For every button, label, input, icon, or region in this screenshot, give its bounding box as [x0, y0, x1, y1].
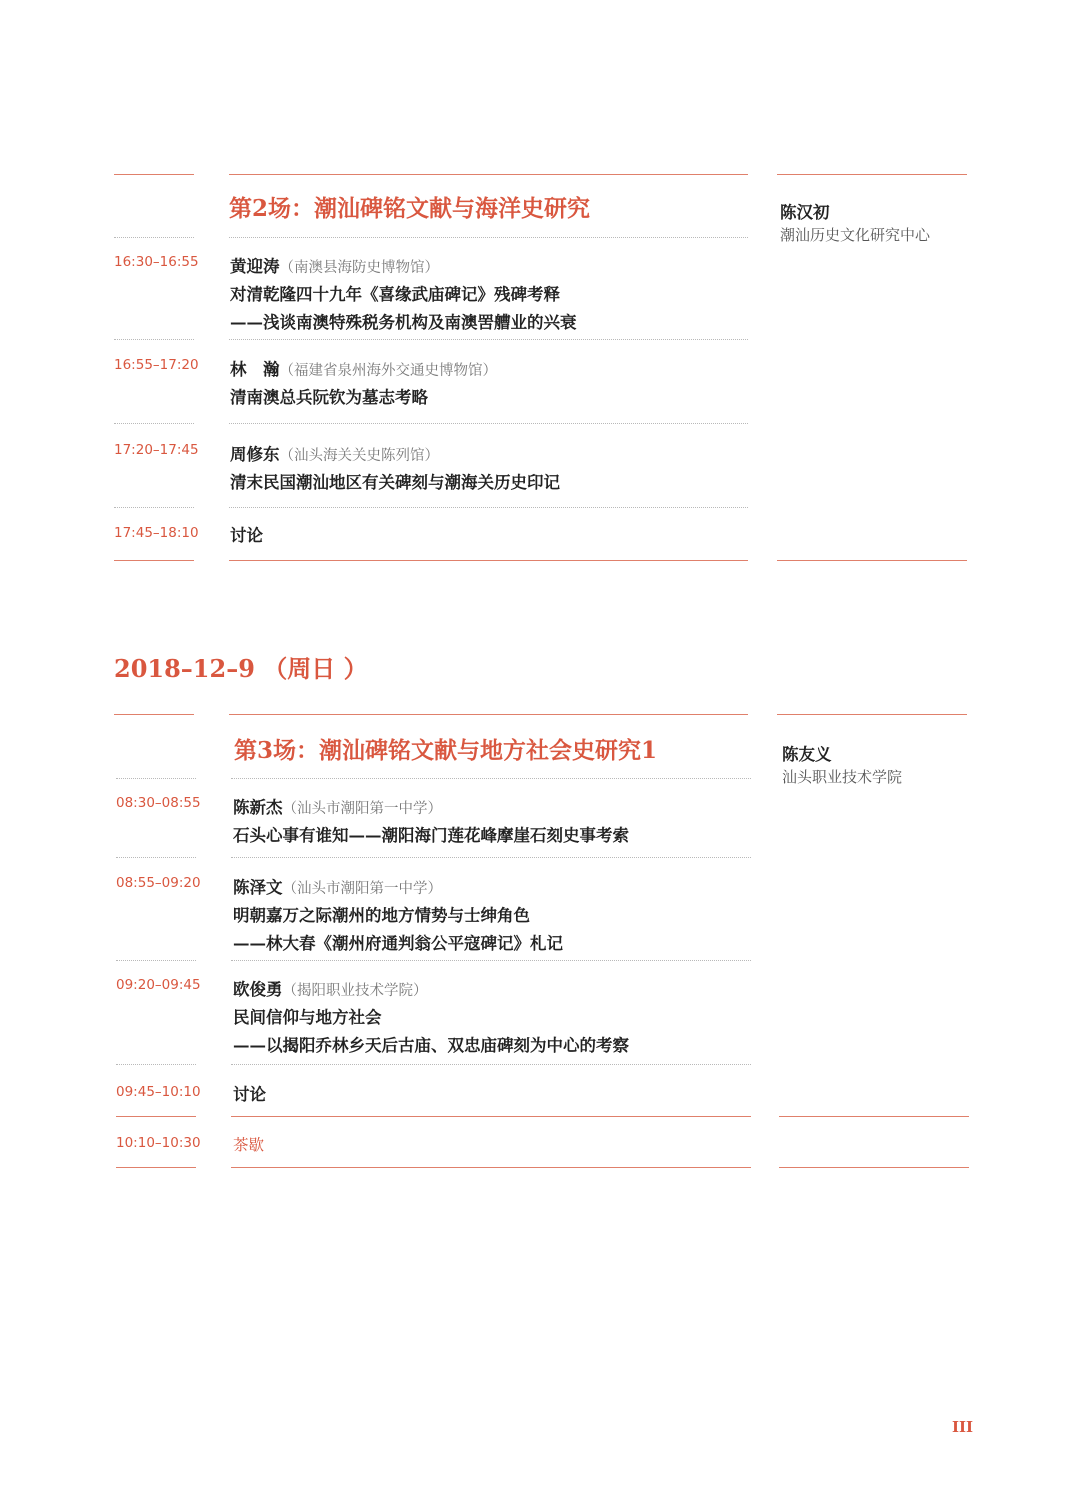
- row-separator: [231, 857, 751, 858]
- page-number: III: [952, 1418, 974, 1436]
- row-separator: [229, 507, 748, 508]
- tea-break-label: 茶歇: [233, 1136, 265, 1154]
- divider-rule: [229, 714, 748, 715]
- row-separator: [116, 778, 196, 779]
- discussion-label: 讨论: [233, 1085, 266, 1104]
- time-slot: 16:55–17:20: [114, 357, 199, 373]
- speaker-affiliation: （汕头市潮阳第一中学）: [282, 801, 442, 817]
- divider-rule: [231, 1116, 751, 1117]
- session-3-chair-org: 汕头职业技术学院: [782, 768, 903, 786]
- divider-rule: [231, 1167, 751, 1168]
- speaker: [233, 874, 442, 898]
- speaker: [230, 253, 439, 277]
- speaker-affiliation: （汕头海关关史陈列馆）: [279, 448, 439, 464]
- speaker-affiliation: （福建省泉州海外交通史博物馆）: [279, 363, 497, 379]
- session-2-chair-org: 潮汕历史文化研究中心: [780, 226, 931, 244]
- date-heading: 2018–12–9 （周日 ）: [114, 654, 368, 683]
- row-separator: [229, 237, 748, 238]
- talk-title: 民间信仰与地方社会: [233, 1008, 382, 1027]
- speaker-name: 林 瀚: [230, 360, 280, 379]
- talk-title: 明朝嘉万之际潮州的地方情势与士绅角色: [233, 906, 530, 925]
- row-separator: [116, 857, 196, 858]
- row-separator: [231, 1064, 751, 1065]
- time-slot: 08:30–08:55: [116, 795, 201, 811]
- divider-rule: [114, 174, 194, 175]
- time-slot: 10:10–10:30: [116, 1135, 201, 1151]
- divider-rule: [116, 1167, 196, 1168]
- time-slot: 09:20–09:45: [116, 977, 201, 993]
- row-separator: [114, 339, 194, 340]
- session-2-chair-name: 陈汉初: [780, 203, 830, 222]
- speaker-name: 陈新杰: [233, 798, 283, 817]
- speaker-affiliation: （揭阳职业技术学院）: [282, 983, 428, 999]
- divider-rule: [779, 1116, 969, 1117]
- talk-subtitle: ——浅谈南澳特殊税务机构及南澳罟艚业的兴衰: [230, 313, 577, 332]
- talk-subtitle: ——以揭阳乔林乡天后古庙、双忠庙碑刻为中心的考察: [233, 1036, 629, 1055]
- speaker: [230, 356, 497, 380]
- row-separator: [114, 237, 194, 238]
- session-3-chair-name: 陈友义: [782, 745, 832, 764]
- talk-title: 清南澳总兵阮钦为墓志考略: [230, 388, 428, 407]
- time-slot: 16:30–16:55: [114, 254, 199, 270]
- time-slot: 17:45–18:10: [114, 525, 199, 541]
- divider-rule: [777, 714, 967, 715]
- row-separator: [229, 339, 748, 340]
- time-slot: 09:45–10:10: [116, 1084, 201, 1100]
- row-separator: [114, 507, 194, 508]
- speaker-affiliation: （汕头市潮阳第一中学）: [282, 881, 442, 897]
- speaker-name: 陈泽文: [233, 878, 283, 897]
- discussion-label: 讨论: [230, 526, 263, 545]
- divider-rule: [114, 714, 194, 715]
- speaker-name: 黄迎涛: [230, 257, 280, 276]
- divider-rule: [114, 560, 194, 561]
- speaker: [233, 976, 428, 1000]
- speaker: [230, 441, 439, 465]
- talk-title: 清末民国潮汕地区有关碑刻与潮海关历史印记: [230, 473, 560, 492]
- session-3-title: 第3场：潮汕碑铭文献与地方社会史研究1: [234, 737, 658, 764]
- talk-subtitle: ——林大春《潮州府通判翁公平寇碑记》札记: [233, 934, 563, 953]
- divider-rule: [116, 1116, 196, 1117]
- time-slot: 08:55–09:20: [116, 875, 201, 891]
- session-2-title: 第2场：潮汕碑铭文献与海洋史研究: [229, 195, 591, 222]
- speaker-name: 欧俊勇: [233, 980, 283, 999]
- row-separator: [114, 423, 194, 424]
- talk-title: 对清乾隆四十九年《喜缘武庙碑记》残碑考释: [230, 285, 560, 304]
- speaker-affiliation: （南澳县海防史博物馆）: [279, 260, 439, 276]
- row-separator: [231, 778, 751, 779]
- divider-rule: [779, 1167, 969, 1168]
- row-separator: [116, 1064, 196, 1065]
- divider-rule: [777, 560, 967, 561]
- row-separator: [229, 423, 748, 424]
- row-separator: [231, 960, 751, 961]
- divider-rule: [777, 174, 967, 175]
- row-separator: [116, 960, 196, 961]
- divider-rule: [229, 174, 748, 175]
- time-slot: 17:20–17:45: [114, 442, 199, 458]
- speaker: [233, 794, 442, 818]
- divider-rule: [229, 560, 748, 561]
- talk-title: 石头心事有谁知——潮阳海门莲花峰摩崖石刻史事考索: [233, 826, 629, 845]
- speaker-name: 周修东: [230, 445, 280, 464]
